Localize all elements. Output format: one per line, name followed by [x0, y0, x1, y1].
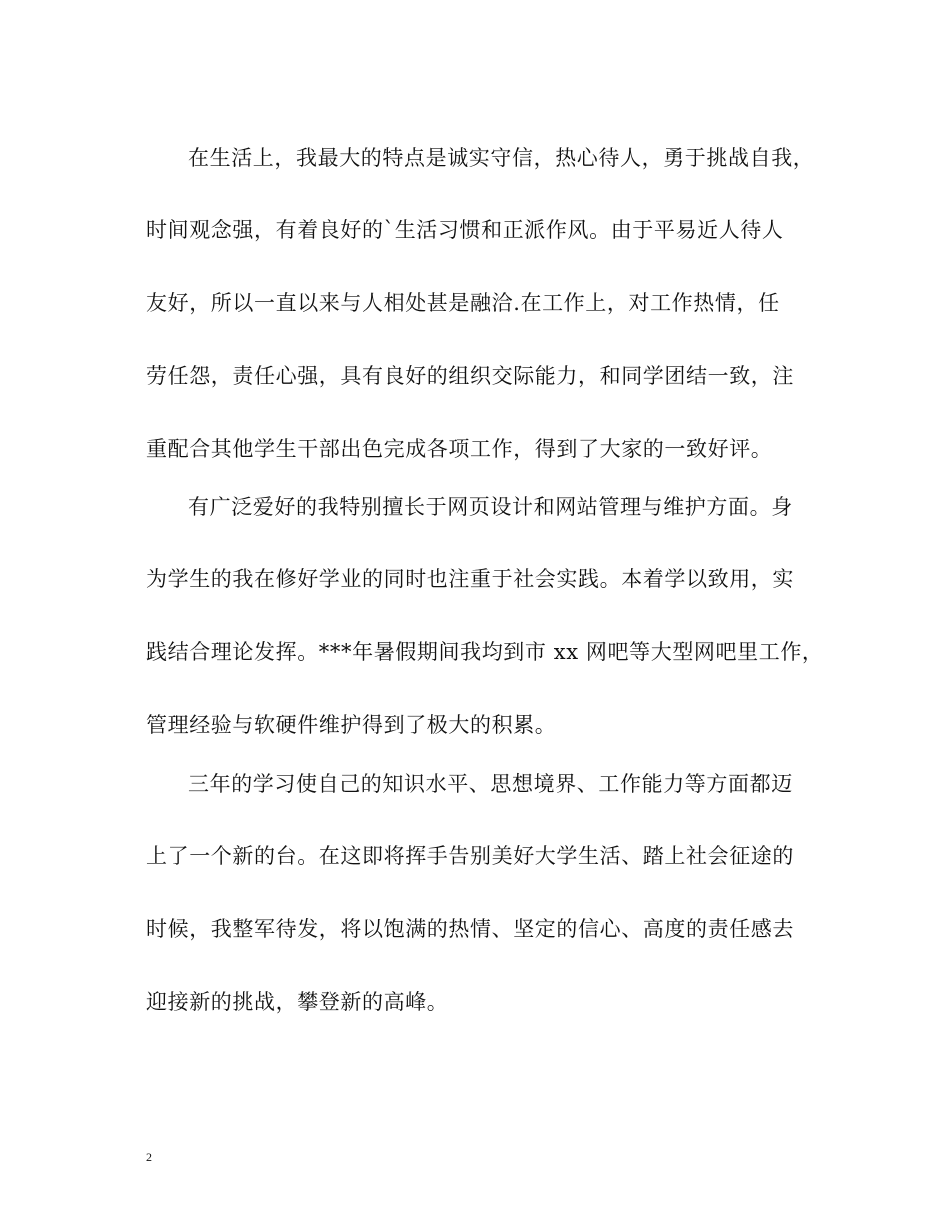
paragraph-1-line-3: 友好，所以一直以来与人相处甚是融洽.在工作上，对工作热情，任 — [146, 291, 780, 315]
paragraph-2-line-1: 有广泛爱好的我特别擅长于网页设计和网站管理与维护方面。身 — [188, 495, 793, 519]
paragraph-2-line-3: 践结合理论发挥。***年暑假期间我均到市 xx 网吧等大型网吧里工作， — [146, 640, 824, 664]
paragraph-1-line-1: 在生活上，我最大的特点是诚实守信，热心待人，勇于挑战自我， — [188, 146, 815, 170]
paragraph-1-line-4: 劳任怨，责任心强，具有良好的组织交际能力，和同学团结一致，注 — [146, 364, 794, 388]
paragraph-3-line-1: 三年的学习使自己的知识水平、思想境界、工作能力等方面都迈 — [188, 772, 793, 796]
page-number: 2 — [146, 1150, 152, 1164]
paragraph-1-line-5: 重配合其他学生干部出色完成各项工作，得到了大家的一致好评。 — [146, 437, 773, 461]
paragraph-2-line-2: 为学生的我在修好学业的同时也注重于社会实践。本着学以致用，实 — [146, 567, 794, 591]
paragraph-3-line-2: 上了一个新的台。在这即将挥手告别美好大学生活、踏上社会征途的 — [146, 844, 794, 868]
paragraph-1-line-2: 时间观念强，有着良好的`生活习惯和正派作风。由于平易近人待人 — [146, 218, 784, 242]
paragraph-3-line-4: 迎接新的挑战，攀登新的高峰。 — [146, 990, 449, 1014]
paragraph-3-line-3: 时候，我整军待发，将以饱满的热情、坚定的信心、高度的责任感去 — [146, 917, 794, 941]
paragraph-2-line-4: 管理经验与软硬件维护得到了极大的积累。 — [146, 713, 557, 737]
